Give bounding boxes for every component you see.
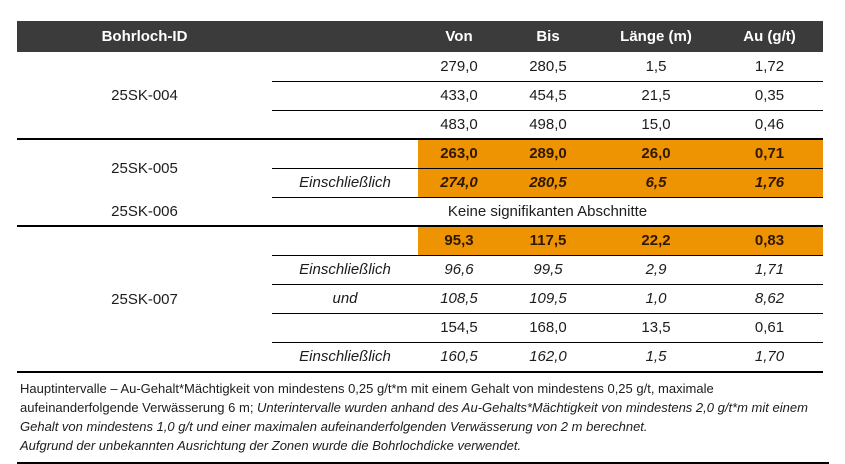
table-row (17, 139, 823, 168)
cell-bis: 162,0 (500, 342, 596, 371)
qualifier-cell (272, 226, 418, 255)
cell-von: 279,0 (440, 57, 478, 75)
cell-laenge: 1,5 (645, 57, 667, 75)
cell-au: 0,35 (716, 81, 823, 110)
cell-laenge: 15,0 (596, 110, 716, 139)
cell-von: 108,5 (418, 284, 500, 313)
borehole-id-cell: 25SK-005 (17, 139, 272, 197)
cell-bis: 280,5 (529, 57, 567, 75)
column-header-qualifier-spacer (272, 21, 418, 52)
cell-von: 160,5 (418, 342, 500, 371)
qualifier-cell: Einschließlich (272, 168, 418, 197)
cell-laenge: 21,5 (596, 81, 716, 110)
qualifier-cell (272, 139, 418, 168)
cell-bis: 99,5 (500, 255, 596, 284)
cell-laenge: 26,0 (596, 139, 716, 168)
cell-bis: 454,5 (500, 81, 596, 110)
drill-results-table-wrap (17, 21, 823, 373)
footnote-last-line: Aufgrund der unbekannten Ausrichtung der Zonen wurde die Bohrlochdicke verwendet. (20, 438, 522, 453)
qualifier-cell (272, 110, 418, 139)
cell-bis: 117,5 (500, 226, 596, 255)
borehole-id-cell: 25SK-007 (17, 226, 272, 371)
cell-von: 95,3 (418, 226, 500, 255)
cell-von: 154,5 (418, 313, 500, 342)
cell-au: 0,71 (716, 139, 823, 168)
cell-au: 1,72 (754, 57, 785, 75)
cell-bis: 168,0 (500, 313, 596, 342)
cell-von: 274,0 (418, 168, 500, 197)
footnote-main (20, 379, 827, 436)
qualifier-cell (272, 313, 418, 342)
footnote-regular-part: Hauptintervalle – Au-Gehalt*Mächtigkeit von mindestens 0,25 g/t*m mit einem Gehalt von mindestens 0,25 g/t, maximale aufeinanderfolgende Verwässerung 6 m; (20, 381, 714, 415)
cell-von: 263,0 (418, 139, 500, 168)
cell-bis: 289,0 (500, 139, 596, 168)
cell-von: 483,0 (418, 110, 500, 139)
cell-laenge: 1,0 (596, 284, 716, 313)
footnote (17, 374, 829, 464)
qualifier-cell (272, 52, 418, 81)
qualifier-cell: Einschließlich (272, 255, 418, 284)
cell-laenge: 1,5 (596, 342, 716, 371)
table-row (17, 197, 823, 226)
cell-au: 1,70 (716, 342, 823, 371)
qualifier-cell: und (272, 284, 418, 313)
drill-results-table (17, 21, 823, 371)
borehole-id-cell: 25SK-004 (111, 86, 178, 104)
cell-laenge: 13,5 (596, 313, 716, 342)
column-header-au: Au (g/t) (716, 21, 823, 52)
cell-au: 0,61 (716, 313, 823, 342)
table-row (17, 52, 823, 81)
column-header-bis: Bis (500, 21, 596, 52)
cell-bis: 280,5 (500, 168, 596, 197)
borehole-id-cell: 25SK-006 (111, 202, 178, 220)
cell-au: 0,46 (716, 110, 823, 139)
cell-au: 0,83 (716, 226, 823, 255)
no-intervals-note: Keine signifikanten Abschnitte (272, 197, 823, 226)
cell-bis: 109,5 (500, 284, 596, 313)
cell-von: 433,0 (418, 81, 500, 110)
footnote-italic-part: Unterintervalle wurden anhand des Au-Gehalts*Mächtigkeit von mindestens 2,0 g/t*m mit einem Gehalt von mindestens 1,0 g/t und einer maximalen aufeinanderfolgenden Verwässerung von 2 m berechnet. (20, 400, 808, 434)
header-row (17, 21, 823, 52)
cell-bis: 498,0 (500, 110, 596, 139)
cell-au: 1,76 (716, 168, 823, 197)
cell-laenge: 22,2 (596, 226, 716, 255)
cell-laenge: 6,5 (596, 168, 716, 197)
qualifier-cell: Einschließlich (272, 342, 418, 371)
column-header-laenge: Länge (m) (596, 21, 716, 52)
cell-laenge: 2,9 (596, 255, 716, 284)
cell-von: 96,6 (418, 255, 500, 284)
cell-au: 1,71 (716, 255, 823, 284)
table-row (17, 226, 823, 255)
column-header-von: Von (418, 21, 500, 52)
cell-au: 8,62 (716, 284, 823, 313)
qualifier-cell (272, 81, 418, 110)
column-header-bohrloch-id: Bohrloch-ID (17, 21, 272, 52)
